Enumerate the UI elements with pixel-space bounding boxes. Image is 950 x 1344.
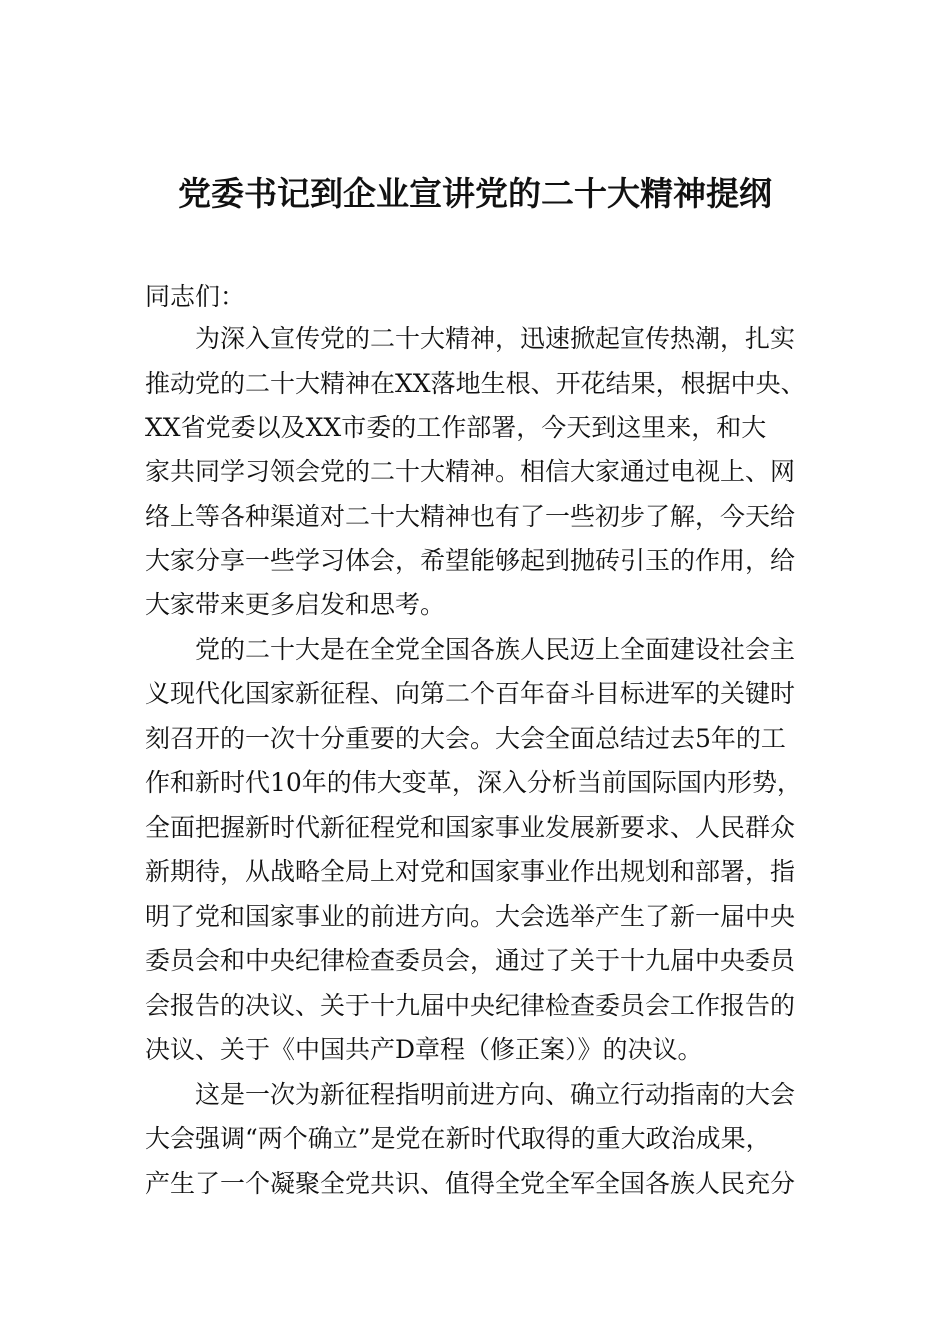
paragraph-1-line-3: XX省党委以及XX市委的工作部署，今天到这里来，和大 — [145, 413, 767, 442]
paragraph-2-line-1: 党的二十大是在全党全国各族人民迈上全面建设社会主 — [195, 635, 796, 664]
paragraph-2-line-5: 全面把握新时代新征程党和国家事业发展新要求、人民群众 — [145, 813, 796, 842]
paragraph-2-line-9: 会报告的决议、关于十九届中央纪律检查委员会工作报告的 — [145, 991, 796, 1020]
paragraph-3-line-3: 产生了一个凝聚全党共识、值得全党全军全国各族人民充分 — [145, 1169, 796, 1198]
paragraph-1-line-2: 推动党的二十大精神在XX落地生根、开花结果，根据中央、 — [145, 369, 806, 398]
paragraph-2-line-6: 新期待，从战略全局上对党和国家事业作出规划和部署，指 — [145, 857, 796, 886]
paragraph-2-line-4: 作和新时代10年的伟大变革，深入分析当前国际国内形势， — [145, 768, 802, 797]
paragraph-1-line-5: 络上等各种渠道对二十大精神也有了一些初步了解，今天给 — [145, 502, 796, 531]
paragraph-2-line-7: 明了党和国家事业的前进方向。大会选举产生了新一届中央 — [145, 902, 796, 931]
document-title: 党委书记到企业宣讲党的二十大精神提纲 — [178, 174, 772, 213]
paragraph-2-line-8: 委员会和中央纪律检查委员会，通过了关于十九届中央委员 — [145, 946, 796, 975]
paragraph-3-line-1: 这是一次为新征程指明前进方向、确立行动指南的大会 — [195, 1080, 796, 1109]
paragraph-1-line-1: 为深入宣传党的二十大精神，迅速掀起宣传热潮，扎实 — [195, 324, 796, 353]
paragraph-2-line-2: 义现代化国家新征程、向第二个百年奋斗目标进军的关键时 — [145, 679, 796, 708]
paragraph-3-line-2: 大会强调“两个确立”是党在新时代取得的重大政治成果， — [145, 1124, 771, 1153]
paragraph-1-line-4: 家共同学习领会党的二十大精神。相信大家通过电视上、网 — [145, 457, 796, 486]
paragraph-1-line-7: 大家带来更多启发和思考。 — [145, 590, 446, 619]
greeting: 同志们： — [145, 282, 246, 311]
paragraph-2-line-3: 刻召开的一次十分重要的大会。大会全面总结过去5年的工 — [145, 724, 786, 753]
paragraph-1-line-6: 大家分享一些学习体会，希望能够起到抛砖引玉的作用，给 — [145, 546, 796, 575]
paragraph-2-line-10: 决议、关于《中国共产D章程（修正案）》的决议。 — [145, 1035, 703, 1064]
